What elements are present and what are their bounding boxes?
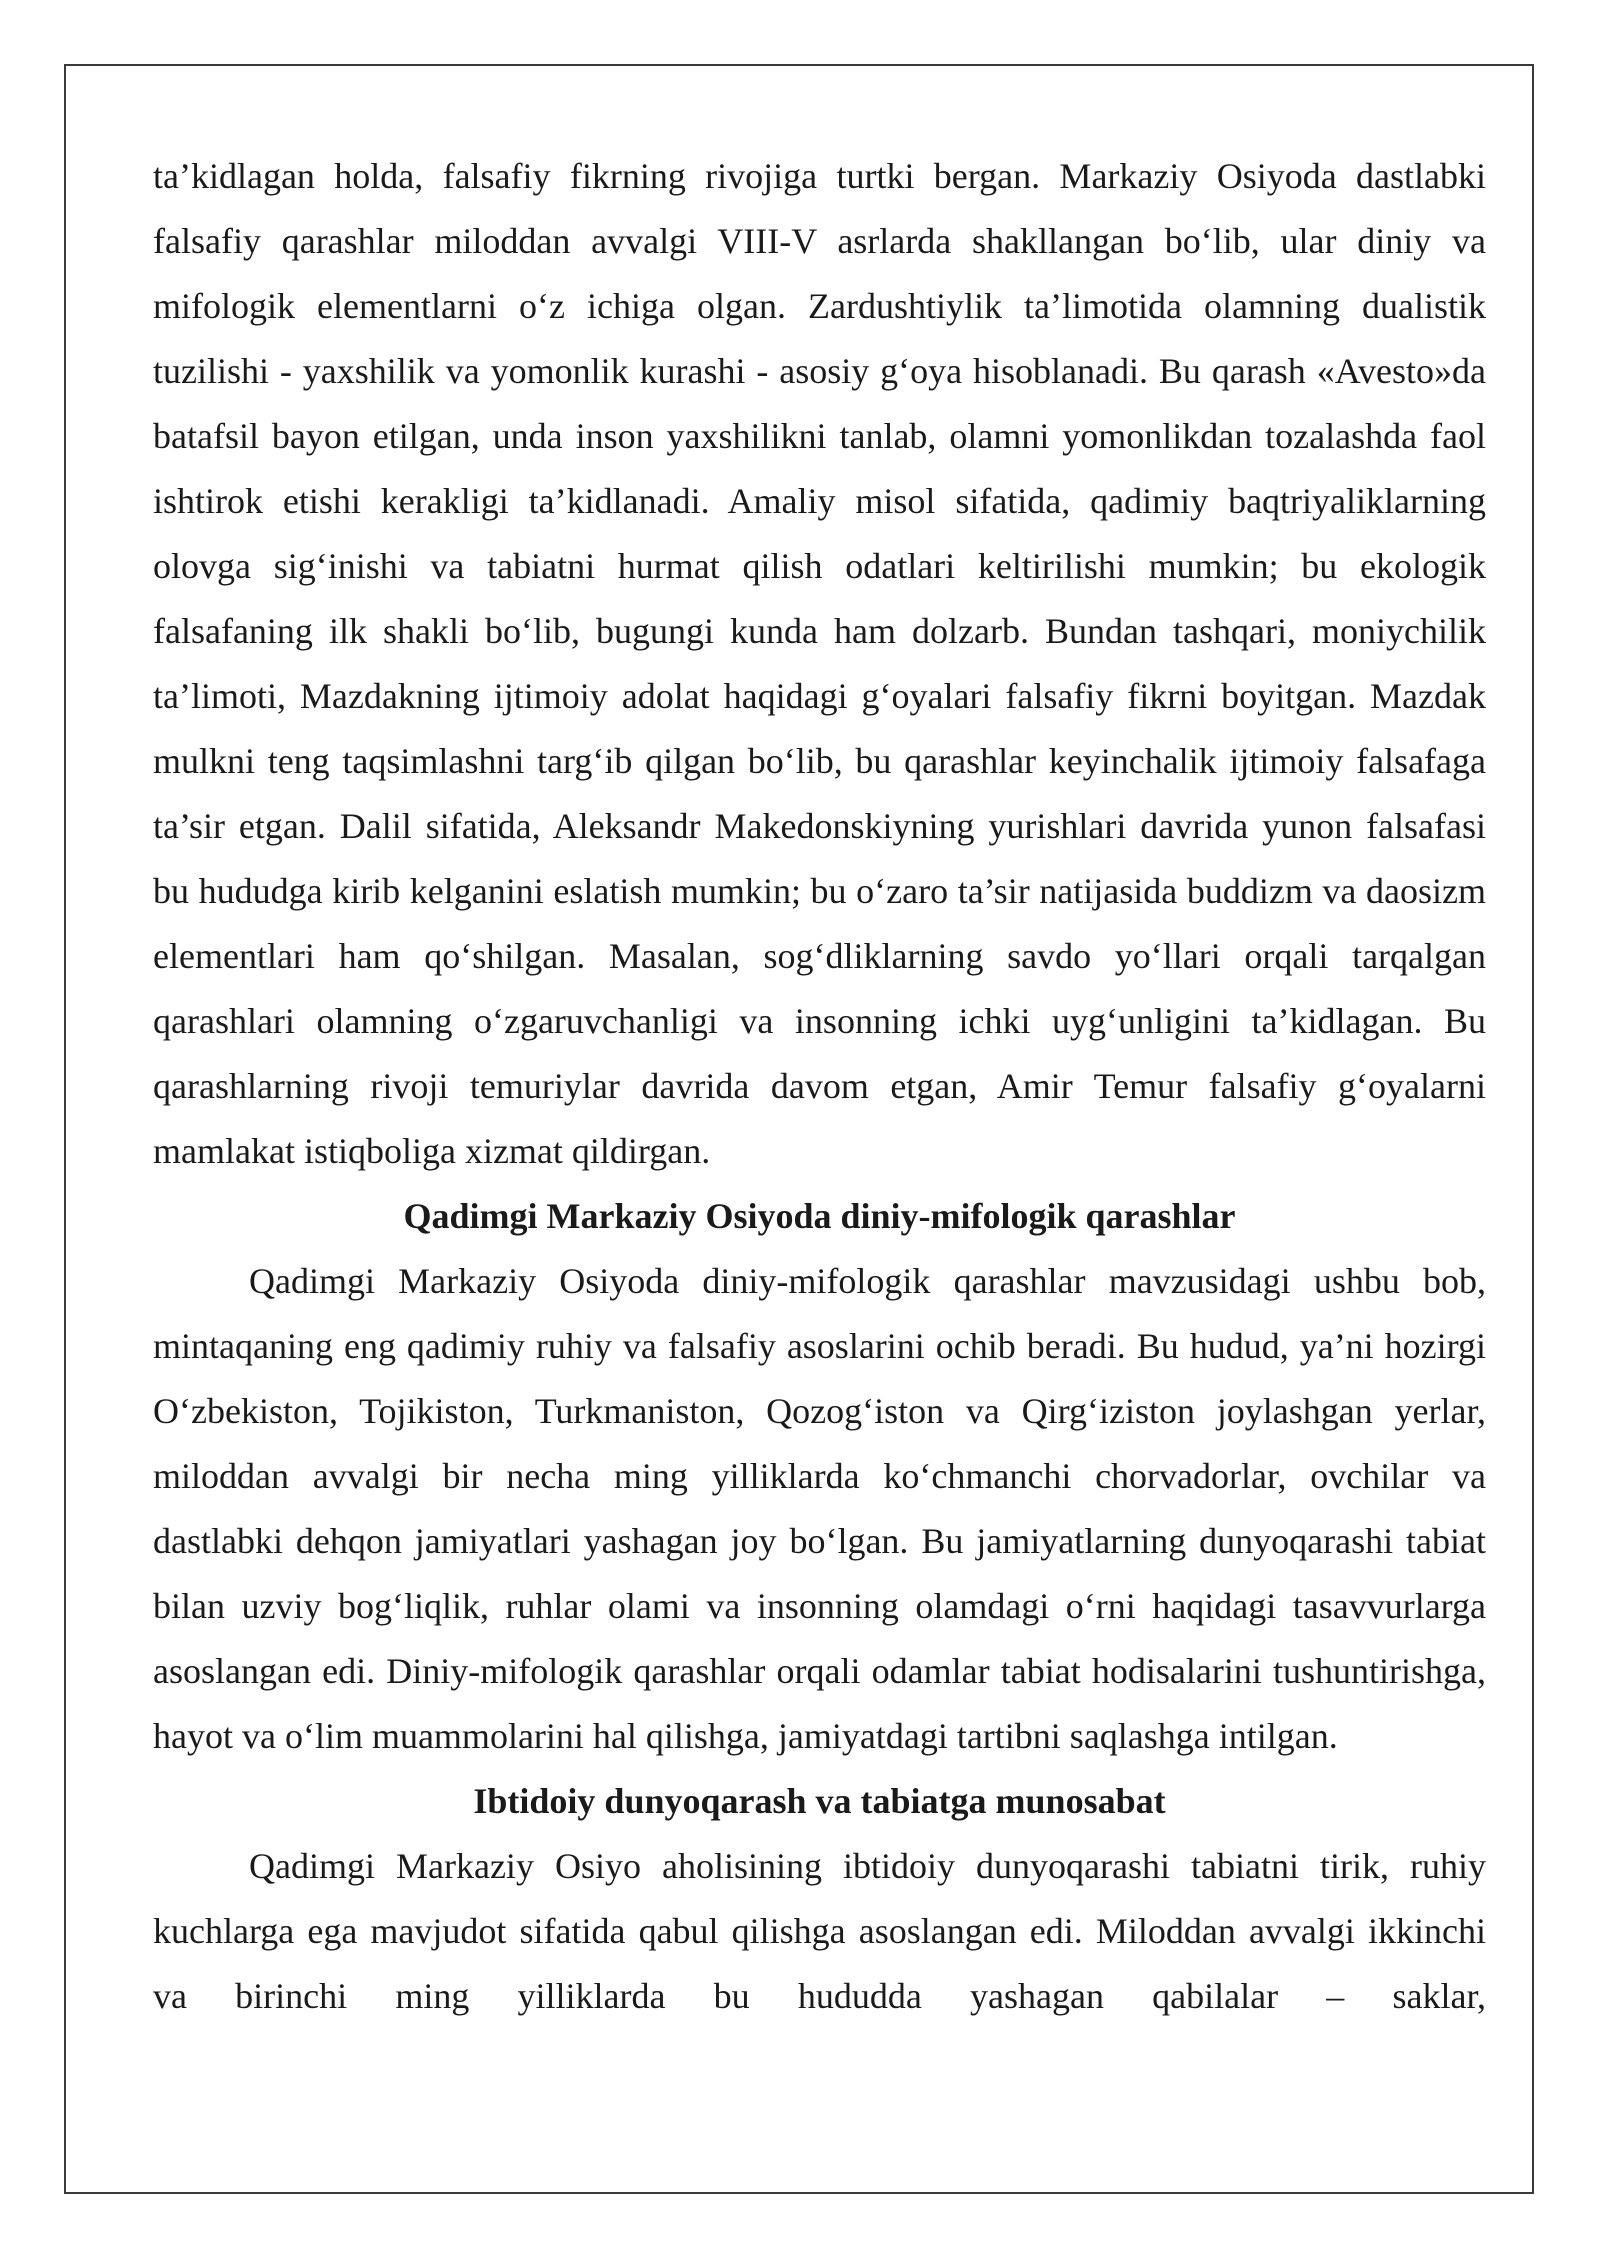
paragraph-intro: Qadimgi Markaziy Osiyoda diniy-mifologik qarashlar mavzusidagi ushbu bob, mintaqaning eng qadimiy ruhiy va falsafiy asoslarini ochib beradi. Bu hudud, ya’ni hozirgi O‘zbekiston, Tojikiston, Turkmaniston, Qozog‘iston va Qirg‘iziston joylashgan yerlar, miloddan avvalgi bir necha ming yilliklarda ko‘chmanchi chorvadorlar, ovchilar va dastlabki dehqon jamiyatlari yashagan joy bo‘lgan. Bu jamiyatlarning dunyoqarashi tabiat bilan uzviy bog‘liqlik, ruhlar olami va insonning olamdagi o‘rni haqidagi tasavvurlarga asoslangan edi. Diniy-mifologik qarashlar orqali odamlar tabiat hodisalarini tushuntirishga, hayot va o‘lim muammolarini hal qilishga, jamiyatdagi tartibni saqlashga intilgan. [153, 1261, 1486, 1756]
document-body [153, 144, 1486, 2029]
paragraph-worldview: Qadimgi Markaziy Osiyo aholisining ibtidoiy dunyoqarashi tabiatni tirik, ruhiy kuchlarga ega mavjudot sifatida qabul qilishga asoslangan edi. Miloddan avvalgi ikkinchi va birinchi ming yilliklarda bu hududda yashagan qabilalar – saklar, [153, 1846, 1486, 2016]
section-heading: Qadimgi Markaziy Osiyoda diniy-mifologik qarashlar [403, 1196, 1236, 1236]
paragraph-continuation: ta’kidlagan holda, falsafiy fikrning rivojiga turtki bergan. Markaziy Osiyoda dastlabki falsafiy qarashlar miloddan avvalgi VIII-V asrlarda shakllangan bo‘lib, ular diniy va mifologik elementlarni o‘z ichiga olgan. Zardushtiylik ta’limotida olamning dualistik tuzilishi - yaxshilik va yomonlik kurashi - asosiy g‘oya hisoblanadi. Bu qarash «Avesto»da batafsil bayon etilgan, unda inson yaxshilikni tanlab, olamni yomonlikdan tozalashda faol ishtirok etishi kerakligi ta’kidlanadi. Amaliy misol sifatida, qadimiy baqtriyaliklarning olovga sig‘inishi va tabiatni hurmat qilish odatlari keltirilishi mumkin; bu ekologik falsafaning ilk shakli bo‘lib, bugungi kunda ham dolzarb. Bundan tashqari, moniychilik ta’limoti, Mazdakning ijtimoiy adolat haqidagi g‘oyalari falsafiy fikrni boyitgan. Mazdak mulkni teng taqsimlashni targ‘ib qilgan bo‘lib, bu qarashlar keyinchalik ijtimoiy falsafaga ta’sir etgan. Dalil sifatida, Aleksandr Makedonskiyning yurishlari davrida yunon falsafasi bu hududga kirib kelganini eslatish mumkin; bu o‘zaro ta’sir natijasida buddizm va daosizm elementlari ham qo‘shilgan. Masalan, sog‘dliklarning savdo yo‘llari orqali tarqalgan qarashlari olamning o‘zgaruvchanligi va insonning ichki uyg‘unligini ta’kidlagan. Bu qarashlarning rivoji temuriylar davrida davom etgan, Amir Temur falsafiy g‘oyalarni mamlakat istiqboliga xizmat qildirgan. [153, 156, 1486, 1171]
subsection-heading: Ibtidoiy dunyoqarash va tabiatga munosabat [473, 1781, 1166, 1821]
